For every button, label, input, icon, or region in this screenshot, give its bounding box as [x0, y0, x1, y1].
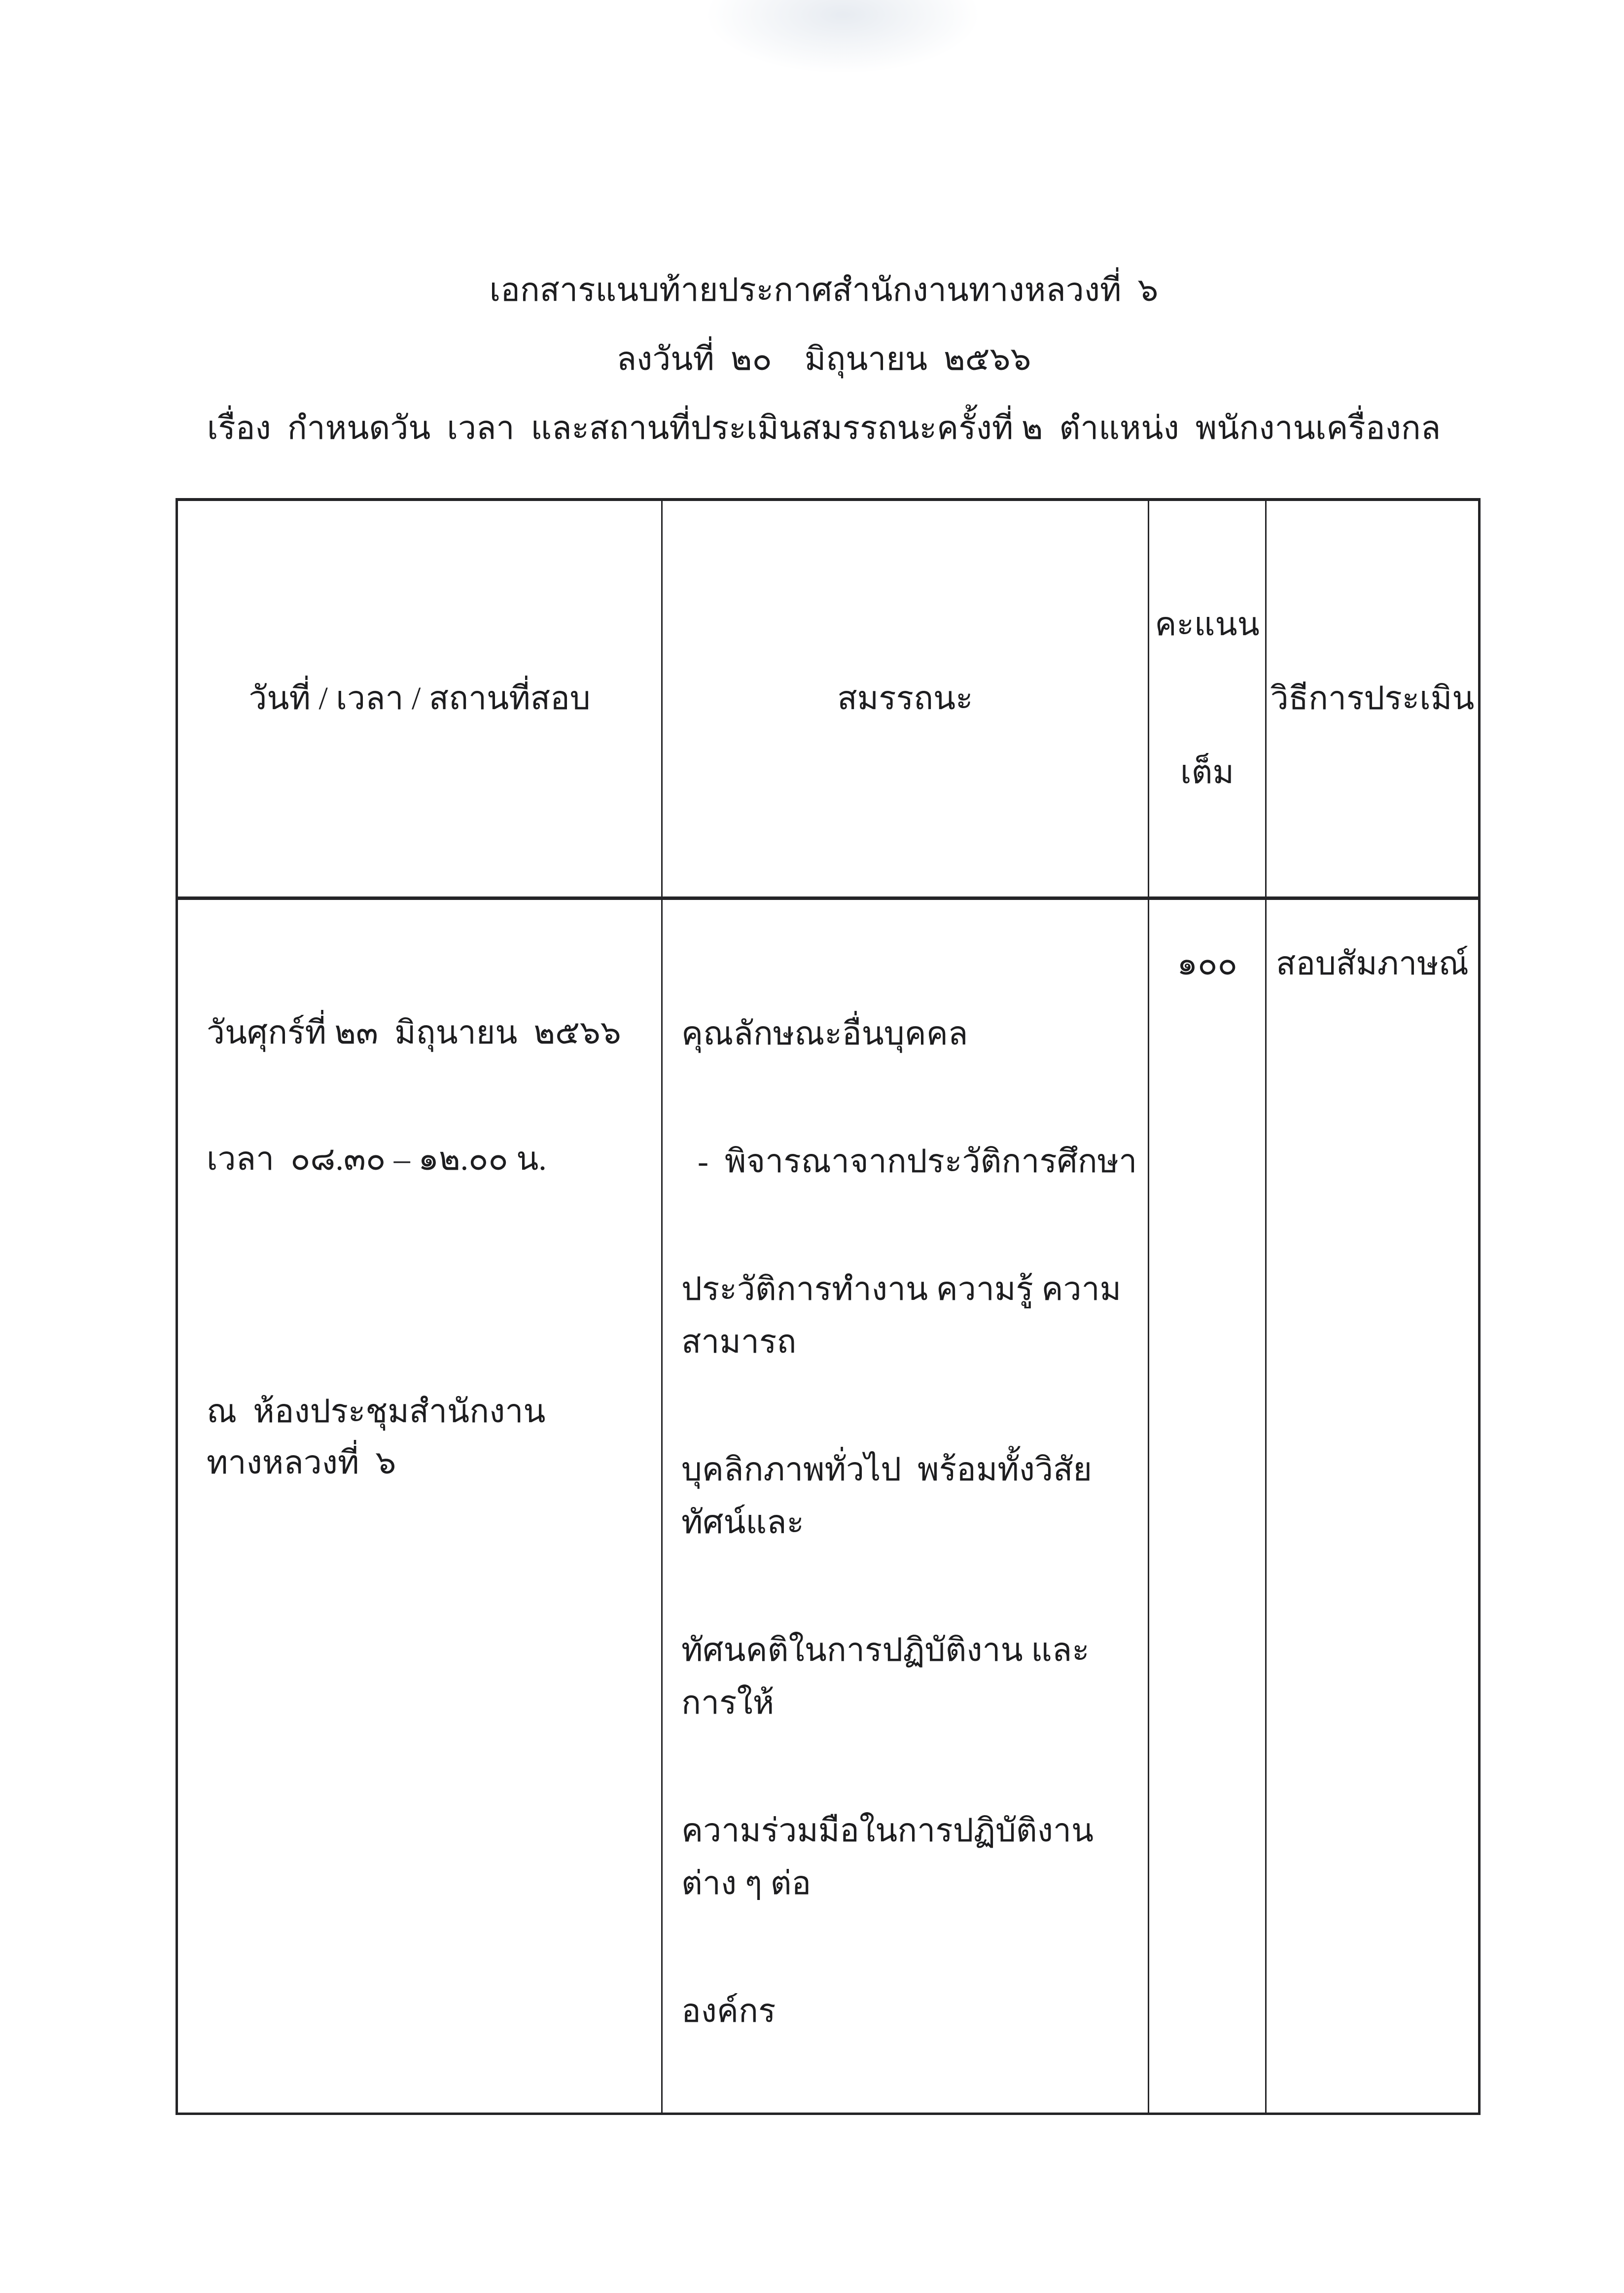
cell-method: สอบสัมภาษณ์ [1266, 898, 1480, 2114]
scan-smudge-artifact [705, 0, 981, 74]
header-full-score-line-1: คะแนน [1155, 607, 1260, 643]
competency-line-7: องค์กร [681, 1993, 776, 2029]
schedule-blank-line [207, 1260, 653, 1311]
competency-line-6: ความร่วมมือในการปฏิบัติงานต่าง ๆ ต่อ [681, 1813, 1094, 1901]
competency-line-3: ประวัติการทำงาน ความรู้ ความสามารถ [681, 1271, 1122, 1360]
competency-line-5: ทัศนคติในการปฏิบัติงาน และการให้ [681, 1632, 1090, 1721]
header-cell-competency: สมรรถนะ [662, 500, 1149, 898]
header-cell-full-score [1149, 500, 1266, 898]
schedule-date-line: วันศุกร์ที่ ๒๓ มิถุนายน ๒๕๖๖ [207, 1015, 621, 1051]
competency-line-4: บุคลิกภาพทั่วไป พร้อมทั้งวิสัยทัศน์และ [681, 1452, 1093, 1541]
doc-title-line-3: เรื่อง กำหนดวัน เวลา และสถานที่ประเมินสมรรถนะครั้งที่ ๒ ตำแหน่ง พนักงานเครื่องกล [207, 410, 1441, 446]
cell-full-score: ๑๐๐ [1149, 898, 1266, 2114]
document-header [12, 270, 1624, 477]
header-cell-method: วิธีการประเมิน [1266, 500, 1480, 898]
header-full-score-line-2: เต็ม [1180, 754, 1234, 790]
schedule-time-line: เวลา ๐๘.๓๐ – ๑๒.๐๐ น. [207, 1141, 547, 1177]
doc-title-line-2: ลงวันที่ ๒๐ มิถุนายน ๒๕๖๖ [616, 341, 1031, 377]
competency-line-1: คุณลักษณะอื่นบุคคล [681, 1016, 968, 1052]
doc-title-line-1: เอกสารแนบท้ายประกาศสำนักงานทางหลวงที่ ๖ [489, 272, 1159, 308]
evaluation-schedule-table [176, 498, 1481, 2115]
schedule-place-line: ณ ห้องประชุมสำนักงานทางหลวงที่ ๖ [207, 1394, 546, 1481]
table-body-row [177, 898, 1480, 2114]
cell-competency [662, 898, 1149, 2114]
table-header-row [177, 500, 1480, 898]
cell-schedule [177, 898, 662, 2114]
competency-line-2: - พิจารณาจากประวัติการศึกษา [681, 1144, 1137, 1180]
header-cell-schedule: วันที่ / เวลา / สถานที่สอบ [177, 500, 662, 898]
